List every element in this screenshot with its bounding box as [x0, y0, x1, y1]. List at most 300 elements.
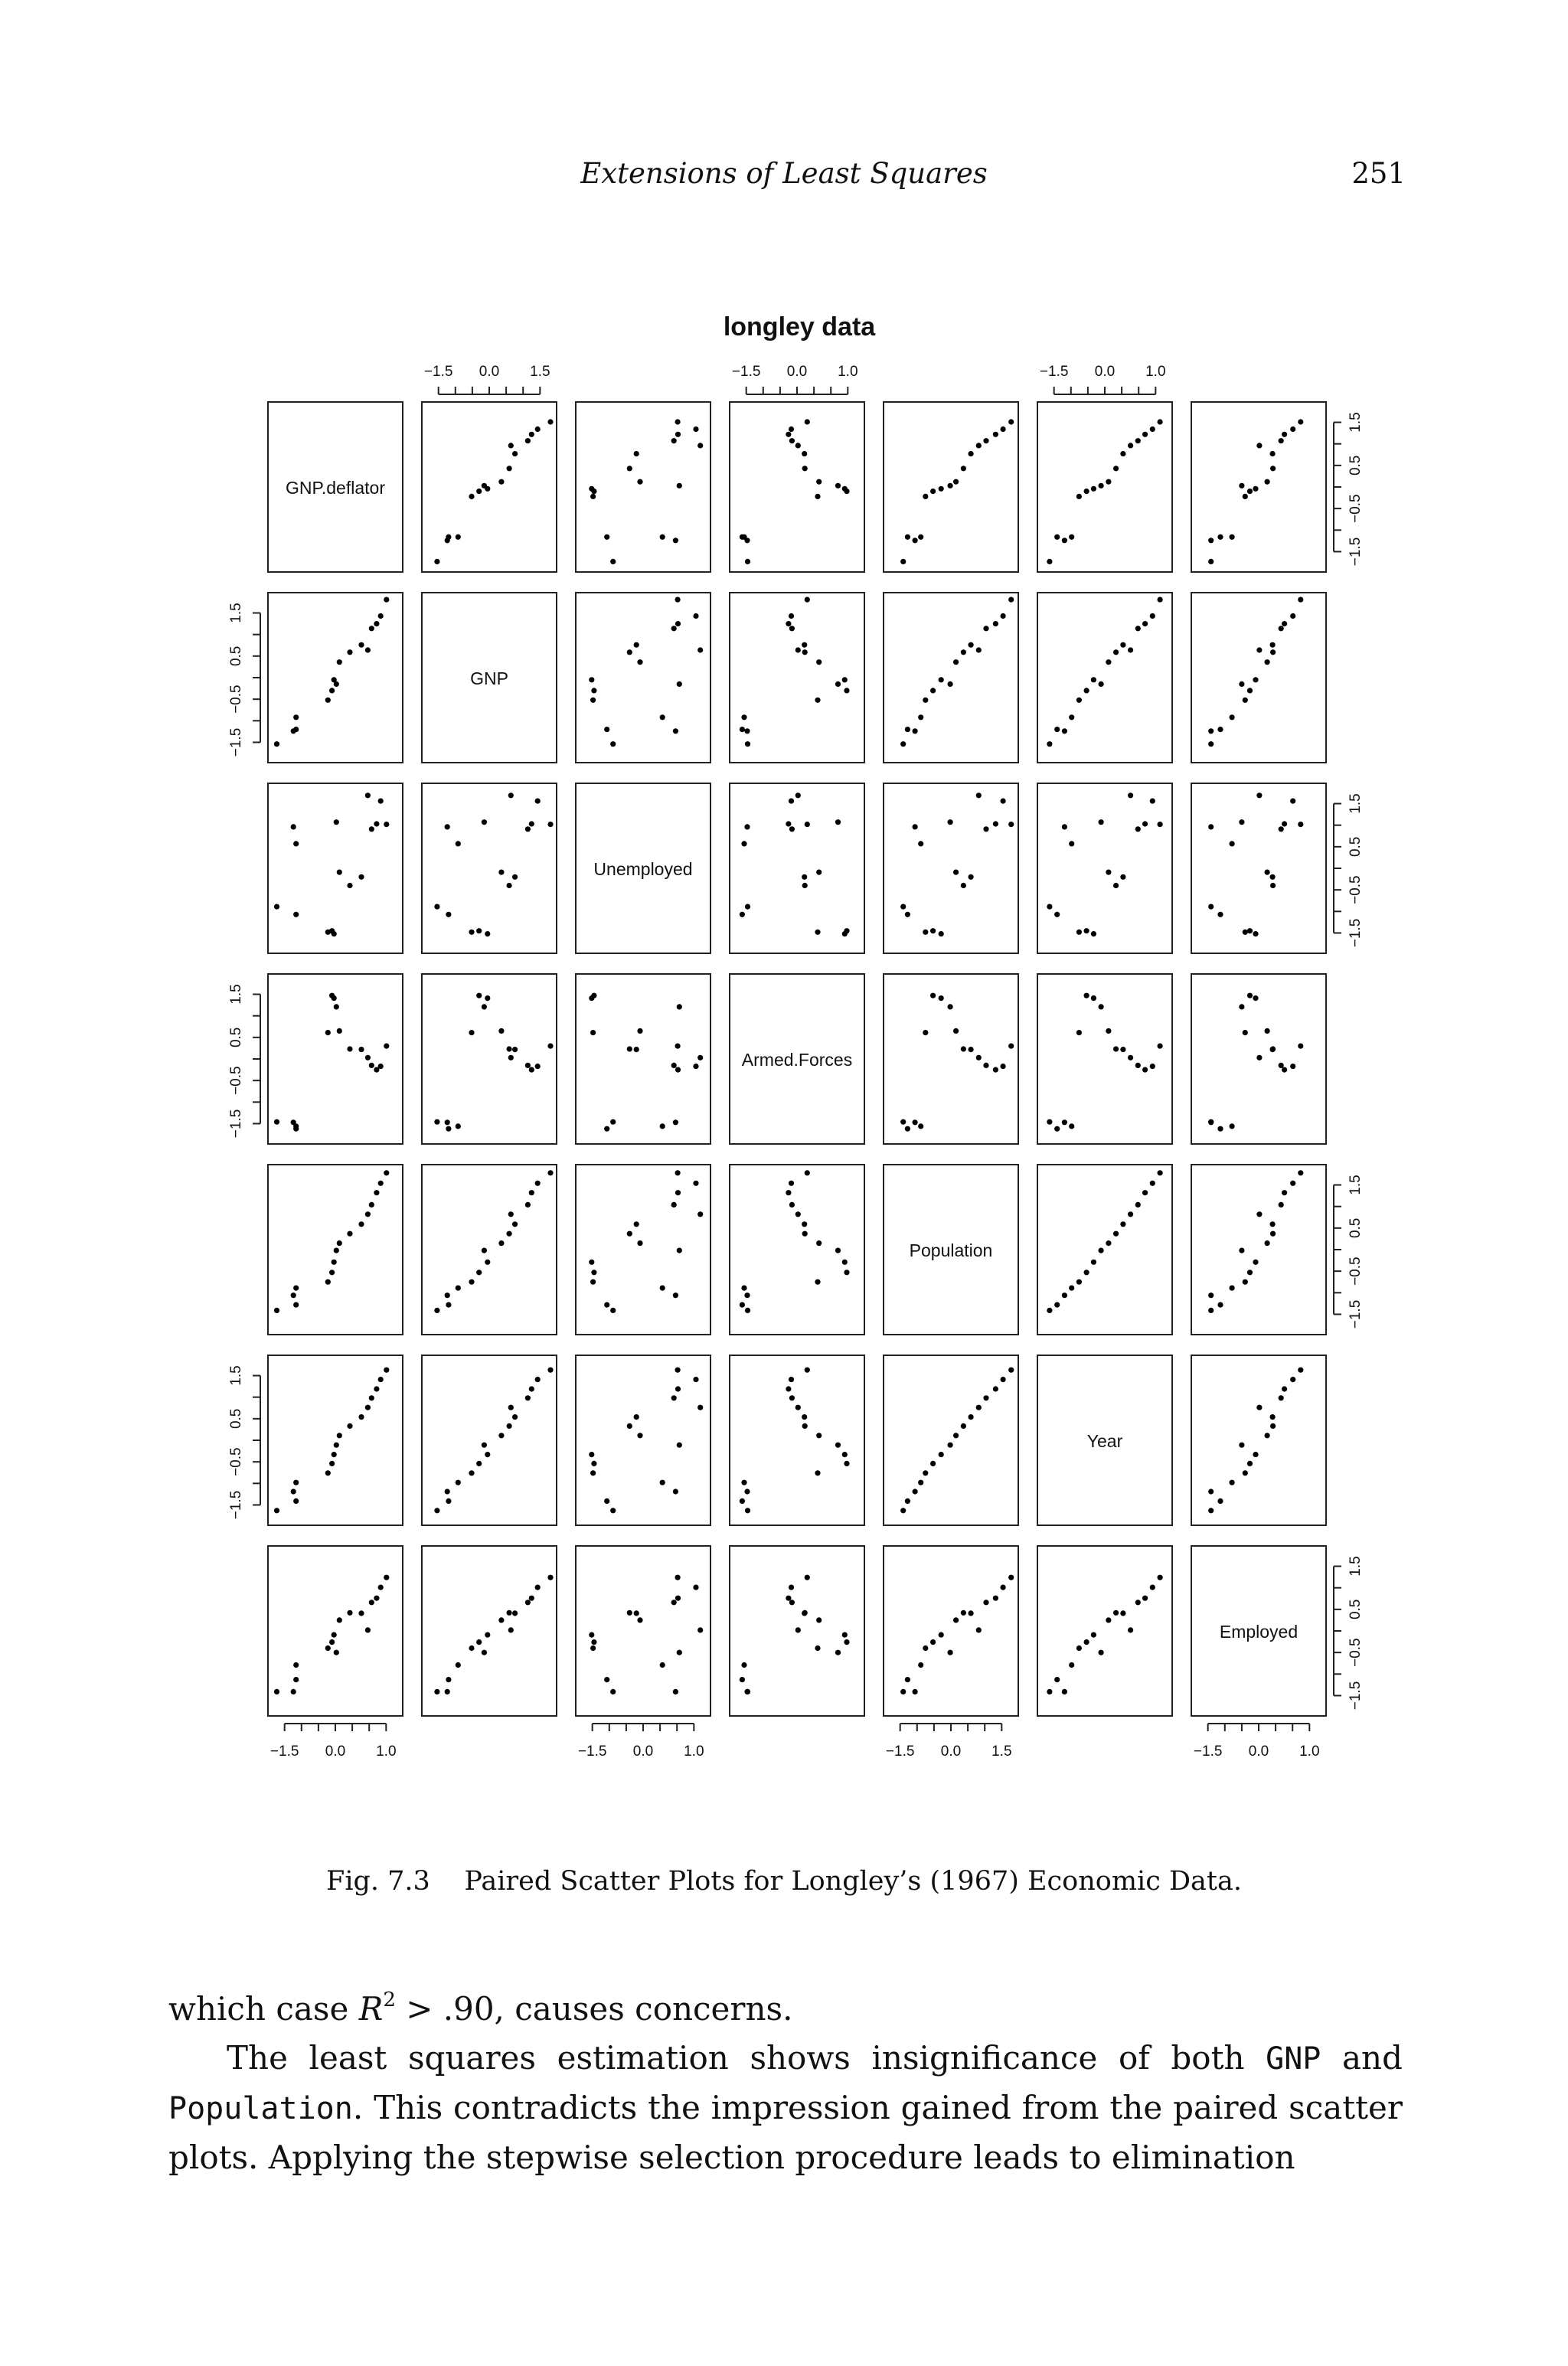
data-point [1243, 1279, 1248, 1285]
data-point [446, 1498, 451, 1504]
data-point [485, 1452, 490, 1457]
data-point [589, 677, 594, 682]
data-point [1128, 1055, 1133, 1060]
data-point [789, 1395, 795, 1400]
data-point [1270, 1047, 1276, 1052]
data-point [529, 432, 534, 437]
data-point [498, 1433, 504, 1438]
data-point [337, 1617, 342, 1623]
data-point [786, 432, 791, 437]
data-point [741, 534, 746, 540]
tick-label: 1.5 [228, 984, 244, 1005]
tick-label: 1.0 [1299, 1743, 1320, 1760]
data-point [1099, 483, 1104, 489]
data-point [637, 1028, 642, 1034]
data-point [740, 1498, 745, 1504]
data-point [918, 1123, 923, 1129]
data-point [274, 741, 279, 747]
data-point [482, 1650, 487, 1655]
tick-label: −1.5 [228, 727, 244, 757]
data-point [1253, 1260, 1258, 1265]
data-point [1290, 1064, 1295, 1069]
data-point [384, 1170, 389, 1175]
panel-6-5 [884, 1355, 1018, 1525]
data-point [993, 432, 998, 437]
data-point [1150, 613, 1155, 619]
data-point [485, 995, 490, 1001]
data-point [918, 1662, 923, 1668]
data-point [1270, 1221, 1276, 1227]
data-point [512, 1610, 518, 1616]
data-point [591, 688, 596, 693]
tick-label: 0.0 [325, 1743, 346, 1760]
data-point [671, 1202, 677, 1208]
data-point [1069, 1662, 1074, 1668]
data-point [1091, 486, 1096, 492]
data-point [1265, 479, 1270, 485]
data-point [1084, 1270, 1089, 1275]
r-symbol: R [358, 1990, 384, 2028]
tick-label: 0.0 [1248, 1743, 1269, 1760]
data-point [469, 930, 474, 935]
data-point [923, 930, 928, 935]
data-point [529, 1190, 534, 1195]
data-point [675, 1044, 681, 1049]
data-point [384, 597, 389, 603]
data-point [535, 1064, 541, 1069]
data-point [673, 728, 678, 734]
data-point [634, 1221, 639, 1227]
data-point [1106, 1028, 1111, 1034]
data-point [660, 1480, 665, 1485]
data-point [1265, 659, 1270, 665]
data-point [1230, 714, 1235, 720]
data-point [358, 642, 364, 648]
data-point [512, 1221, 518, 1227]
data-point [547, 1368, 553, 1373]
data-point [789, 426, 794, 432]
data-point [1001, 1377, 1006, 1382]
data-point [358, 874, 364, 880]
data-point [1135, 1202, 1141, 1208]
p2-text-a: The least squares estimation shows insignificance of both [227, 2039, 1266, 2077]
data-point [469, 1470, 474, 1475]
code-gnp: GNP [1266, 2041, 1321, 2077]
data-point [1091, 931, 1096, 936]
data-point [1008, 1044, 1014, 1049]
panel-3-6 [1037, 783, 1172, 953]
data-point [948, 1443, 953, 1448]
tick-label: 0.0 [632, 1743, 654, 1760]
data-point [1099, 1248, 1104, 1253]
data-point [983, 1600, 988, 1605]
data-point [816, 1240, 822, 1246]
data-point [835, 1650, 841, 1655]
data-point [1113, 883, 1119, 888]
data-point [610, 1308, 616, 1313]
data-point [365, 1627, 371, 1632]
data-point [939, 931, 944, 936]
data-point [805, 1575, 810, 1580]
data-point [347, 1231, 352, 1237]
data-point [456, 1286, 461, 1291]
data-point [610, 741, 616, 747]
data-point [1217, 1126, 1223, 1132]
data-point [446, 1126, 451, 1132]
data-point [923, 1645, 928, 1651]
data-point [1256, 1211, 1262, 1217]
data-point [802, 1231, 808, 1237]
tick-label: 0.5 [1348, 1599, 1364, 1620]
data-point [660, 714, 665, 720]
data-point [1290, 426, 1295, 432]
data-point [476, 993, 482, 998]
data-point [476, 1270, 482, 1275]
data-point [1298, 1368, 1303, 1373]
data-point [1208, 559, 1214, 564]
data-point [332, 995, 337, 1001]
data-point [961, 1046, 966, 1051]
data-point [469, 1645, 474, 1651]
tick-label: 0.5 [228, 1408, 244, 1430]
data-point [1001, 1585, 1006, 1590]
data-point [961, 466, 966, 471]
data-point [673, 1689, 678, 1694]
data-point [590, 1030, 596, 1035]
data-point [900, 904, 906, 910]
data-point [1270, 883, 1276, 888]
tick-label: −1.5 [423, 364, 453, 380]
data-point [591, 1270, 596, 1275]
data-point [535, 1585, 541, 1590]
variable-label: Employed [1219, 1622, 1298, 1642]
tick-label: 1.5 [228, 603, 244, 623]
data-point [953, 1028, 959, 1034]
data-point [384, 1575, 389, 1580]
data-point [1282, 432, 1287, 437]
data-point [291, 728, 296, 734]
data-point [604, 534, 609, 540]
data-point [1243, 930, 1248, 935]
data-point [547, 822, 553, 827]
data-point [1247, 1461, 1253, 1466]
panel-2-7 [1191, 593, 1326, 763]
data-point [1239, 1248, 1244, 1253]
data-point [939, 677, 944, 682]
data-point [1128, 1627, 1133, 1632]
data-point [697, 647, 703, 652]
panel-6-7 [1191, 1355, 1326, 1525]
data-point [677, 1004, 682, 1009]
data-point [604, 1498, 609, 1504]
data-point [456, 534, 461, 540]
data-point [1128, 647, 1133, 652]
data-point [842, 1260, 848, 1265]
data-point [591, 1461, 596, 1466]
data-point [1265, 1433, 1270, 1438]
data-point [1298, 597, 1303, 603]
data-point [1054, 534, 1060, 540]
data-point [930, 688, 936, 693]
data-point [697, 443, 703, 448]
data-point [815, 1279, 820, 1285]
data-point [374, 1190, 379, 1195]
data-point [1076, 1645, 1082, 1651]
data-point [482, 1248, 487, 1253]
data-point [369, 1600, 374, 1605]
data-point [969, 642, 974, 648]
data-point [953, 479, 959, 485]
data-point [953, 659, 959, 665]
data-point [1270, 1414, 1276, 1420]
data-point [976, 1055, 982, 1060]
data-point [358, 1414, 364, 1420]
panel-3-5 [884, 783, 1018, 953]
data-point [446, 1302, 451, 1308]
data-point [365, 1211, 371, 1217]
data-point [325, 698, 331, 703]
data-point [745, 1508, 750, 1513]
data-point [953, 870, 959, 875]
data-point [434, 1308, 439, 1313]
data-point [434, 1119, 439, 1125]
data-point [529, 1067, 534, 1073]
data-point [291, 1689, 296, 1694]
data-point [1120, 451, 1125, 456]
tick-label: −0.5 [228, 1066, 244, 1095]
tick-label: 1.0 [1145, 364, 1166, 380]
data-point [446, 912, 451, 917]
data-point [1282, 821, 1287, 826]
data-point [1208, 824, 1214, 829]
data-point [900, 741, 906, 747]
data-point [802, 1414, 807, 1420]
tick-label: −0.5 [1348, 494, 1364, 523]
data-point [610, 1508, 616, 1513]
data-point [634, 1414, 639, 1420]
data-point [930, 928, 936, 933]
panel-5-2 [422, 1165, 557, 1335]
data-point [434, 559, 439, 564]
data-point [993, 621, 998, 626]
data-point [482, 1443, 487, 1448]
data-point [786, 1596, 791, 1601]
data-point [1230, 1480, 1235, 1485]
data-point [675, 432, 681, 437]
data-point [337, 1433, 342, 1438]
tick-label: 1.0 [838, 364, 858, 380]
data-point [913, 538, 918, 543]
data-point [507, 1046, 512, 1051]
data-point [1142, 1596, 1148, 1601]
chart-title: longley data [723, 312, 876, 342]
data-point [802, 1610, 807, 1616]
data-point [1217, 534, 1223, 540]
data-point [740, 1302, 745, 1308]
data-point [1047, 1689, 1052, 1694]
data-point [325, 1279, 331, 1285]
data-point [1142, 1067, 1148, 1073]
data-point [789, 438, 795, 443]
data-point [671, 438, 677, 443]
data-point [913, 1489, 918, 1494]
data-point [835, 483, 841, 489]
tick-label: 1.5 [1348, 1175, 1364, 1195]
data-point [1142, 1190, 1148, 1195]
data-point [745, 741, 750, 747]
data-point [332, 1632, 337, 1638]
p1-text-after: > .90, causes concerns. [395, 1990, 793, 2028]
data-point [634, 1047, 639, 1052]
data-point [445, 1119, 450, 1125]
data-point [1047, 559, 1052, 564]
data-point [604, 1677, 609, 1682]
data-point [677, 1650, 682, 1655]
data-point [1270, 642, 1276, 648]
data-point [802, 649, 808, 655]
panel-2-3 [576, 593, 710, 763]
data-point [1282, 1190, 1287, 1195]
panel-6-3 [576, 1355, 710, 1525]
data-point [789, 799, 794, 804]
data-point [744, 728, 750, 734]
data-point [274, 904, 279, 910]
data-point [384, 1044, 389, 1049]
data-point [476, 1639, 482, 1645]
data-point [913, 728, 918, 734]
data-point [1106, 1617, 1111, 1623]
data-point [1243, 698, 1248, 703]
tick-label: 1.5 [228, 1365, 244, 1386]
data-point [802, 642, 807, 648]
data-point [1265, 1240, 1270, 1246]
data-point [789, 1585, 794, 1590]
data-point [1120, 1047, 1125, 1052]
data-point [637, 1433, 642, 1438]
data-point [1150, 426, 1155, 432]
data-point [815, 698, 820, 703]
data-point [745, 904, 750, 910]
data-point [525, 1063, 531, 1068]
data-point [337, 1028, 342, 1034]
data-point [948, 1004, 953, 1009]
data-point [634, 1610, 639, 1616]
data-point [347, 1423, 352, 1429]
tick-label: −1.5 [885, 1743, 915, 1760]
data-point [1208, 1308, 1214, 1313]
tick-label: 0.5 [1348, 455, 1364, 476]
data-point [1120, 1221, 1125, 1227]
data-point [976, 1627, 982, 1632]
data-point [789, 1181, 794, 1186]
data-point [610, 1689, 616, 1694]
data-point [1290, 613, 1295, 619]
data-point [469, 494, 474, 499]
data-point [976, 792, 982, 798]
data-point [547, 1575, 553, 1580]
tick-label: 1.5 [1348, 1556, 1364, 1577]
data-point [677, 1443, 682, 1448]
data-point [1135, 1063, 1141, 1068]
data-point [347, 1610, 352, 1616]
data-point [1208, 728, 1214, 734]
data-point [456, 1480, 461, 1485]
data-point [961, 883, 966, 888]
data-point [1076, 930, 1082, 935]
data-point [789, 1377, 794, 1382]
data-point [1282, 621, 1287, 626]
data-point [789, 1600, 795, 1605]
data-point [1270, 1231, 1276, 1237]
data-point [1106, 479, 1111, 485]
tick-label: −0.5 [228, 685, 244, 714]
data-point [744, 1489, 750, 1494]
data-point [627, 466, 632, 471]
data-point [293, 1123, 299, 1129]
data-point [1001, 426, 1006, 432]
data-point [374, 1596, 379, 1601]
data-point [697, 1405, 703, 1410]
data-point [508, 1055, 514, 1060]
data-point [498, 1617, 504, 1623]
tick-label: −1.5 [577, 1743, 607, 1760]
data-point [918, 534, 923, 540]
data-point [675, 1368, 681, 1373]
data-point [675, 1067, 681, 1073]
data-point [274, 1689, 279, 1694]
data-point [456, 1662, 461, 1668]
tick-label: −0.5 [1348, 875, 1364, 904]
variable-label: Unemployed [593, 859, 693, 879]
panel-7-3 [576, 1546, 710, 1716]
scatterplot-matrix [0, 291, 1568, 1776]
data-point [918, 714, 923, 720]
data-point [334, 1248, 339, 1253]
data-point [900, 1119, 906, 1125]
data-point [900, 1689, 906, 1694]
data-point [1047, 741, 1052, 747]
data-point [693, 426, 698, 432]
data-point [1099, 1004, 1104, 1009]
data-point [961, 1610, 966, 1616]
data-point [1091, 995, 1096, 1001]
data-point [740, 1677, 745, 1682]
data-point [675, 1190, 681, 1195]
data-point [1047, 1119, 1052, 1125]
data-point [590, 698, 596, 703]
data-point [1230, 534, 1235, 540]
data-point [1247, 928, 1253, 933]
tick-label: 1.5 [1348, 412, 1364, 433]
data-point [508, 1211, 514, 1217]
data-point [918, 841, 923, 846]
data-point [816, 1617, 822, 1623]
data-point [1062, 538, 1067, 543]
data-point [976, 647, 982, 652]
data-point [332, 931, 337, 936]
data-point [671, 1063, 677, 1068]
data-point [293, 1677, 299, 1682]
data-point [485, 1260, 490, 1265]
data-point [547, 1170, 553, 1175]
data-point [293, 1498, 299, 1504]
data-point [983, 1395, 988, 1400]
data-point [1062, 728, 1067, 734]
data-point [508, 1405, 514, 1410]
data-point [1298, 1044, 1303, 1049]
data-point [293, 1286, 299, 1291]
data-point [434, 1689, 439, 1694]
